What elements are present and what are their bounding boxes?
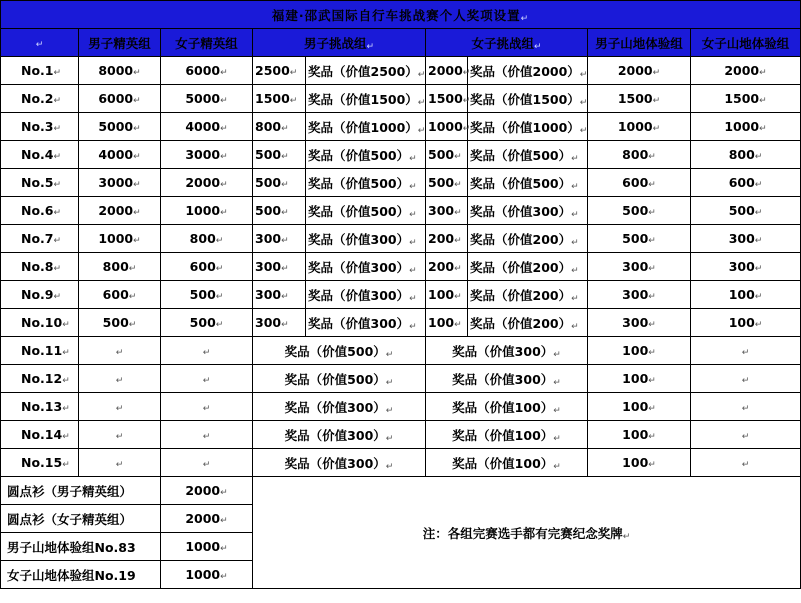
men-challenge-prize-cell: 奖品（价值1000）↵: [306, 113, 426, 141]
men-elite-cell: 8000↵: [79, 57, 161, 85]
men-mtb-cell: 2000↵: [588, 57, 691, 85]
men-challenge-cash-cell: 500↵: [253, 169, 306, 197]
women-elite-cell: 600↵: [161, 253, 253, 281]
women-challenge-prize-cell: 奖品（价值200）↵: [468, 309, 588, 337]
rank-cell: No.2↵: [1, 85, 79, 113]
women-challenge-prize-cell: 奖品（价值100）↵: [426, 421, 588, 449]
women-mtb-cell: ↵: [691, 337, 801, 365]
women-elite-cell: 800↵: [161, 225, 253, 253]
men-mtb-cell: 600↵: [588, 169, 691, 197]
women-mtb-cell: 1500↵: [691, 85, 801, 113]
men-challenge-cash-cell: 300↵: [253, 253, 306, 281]
men-challenge-cash-cell: 500↵: [253, 197, 306, 225]
men-elite-cell: 1000↵: [79, 225, 161, 253]
women-challenge-cash-cell: 1500↵: [426, 85, 468, 113]
men-mtb-cell: 800↵: [588, 141, 691, 169]
men-mtb-cell: 1000↵: [588, 113, 691, 141]
special-award-label: 圆点衫（男子精英组）: [1, 477, 161, 505]
table-row: [1, 281, 801, 309]
women-mtb-cell: ↵: [691, 421, 801, 449]
title-row: [1, 1, 801, 29]
rank-cell: No.6↵: [1, 197, 79, 225]
special-award-label: 圆点衫（女子精英组）: [1, 505, 161, 533]
men-elite-cell: 4000↵: [79, 141, 161, 169]
men-mtb-cell: 100↵: [588, 365, 691, 393]
men-elite-cell: ↵: [79, 449, 161, 477]
men-challenge-prize-cell: 奖品（价值300）↵: [306, 225, 426, 253]
women-challenge-prize-cell: 奖品（价值2000）↵: [468, 57, 588, 85]
women-challenge-cash-cell: 200↵: [426, 253, 468, 281]
women-challenge-prize-cell: 奖品（价值300）↵: [468, 197, 588, 225]
rank-cell: No.5↵: [1, 169, 79, 197]
women-challenge-prize-cell: 奖品（价值200）↵: [468, 225, 588, 253]
men-elite-cell: 6000↵: [79, 85, 161, 113]
header-men-mtb: 男子山地体验组: [588, 29, 691, 57]
women-elite-cell: 2000↵: [161, 169, 253, 197]
table-row: [1, 449, 801, 477]
table-row: [1, 57, 801, 85]
rank-cell: No.9↵: [1, 281, 79, 309]
table-row: [1, 141, 801, 169]
women-elite-cell: ↵: [161, 365, 253, 393]
table-row: [1, 253, 801, 281]
rank-cell: No.3↵: [1, 113, 79, 141]
women-mtb-cell: 300↵: [691, 253, 801, 281]
men-challenge-prize-cell: 奖品（价值300）↵: [253, 393, 426, 421]
women-challenge-prize-cell: 奖品（价值300）↵: [426, 365, 588, 393]
header-men-challenge: 男子挑战组↵: [253, 29, 426, 57]
men-mtb-cell: 500↵: [588, 225, 691, 253]
men-mtb-cell: 100↵: [588, 421, 691, 449]
women-elite-cell: ↵: [161, 449, 253, 477]
men-elite-cell: 500↵: [79, 309, 161, 337]
table-title: 福建·邵武国际自行车挑战赛个人奖项设置↵: [1, 1, 801, 29]
women-elite-cell: ↵: [161, 393, 253, 421]
rank-cell: No.1↵: [1, 57, 79, 85]
special-award-value: 2000↵: [161, 505, 253, 533]
men-challenge-prize-cell: 奖品（价值500）↵: [306, 141, 426, 169]
men-challenge-cash-cell: 1500↵: [253, 85, 306, 113]
table-row: [1, 393, 801, 421]
women-challenge-cash-cell: 1000↵: [426, 113, 468, 141]
men-challenge-prize-cell: 奖品（价值500）↵: [253, 365, 426, 393]
table-row: [1, 225, 801, 253]
header-women-mtb: 女子山地体验组: [691, 29, 801, 57]
women-challenge-prize-cell: 奖品（价值500）↵: [468, 169, 588, 197]
table-row: [1, 309, 801, 337]
men-challenge-cash-cell: 300↵: [253, 309, 306, 337]
men-elite-cell: ↵: [79, 365, 161, 393]
table-row: [1, 365, 801, 393]
women-challenge-cash-cell: 500↵: [426, 169, 468, 197]
women-challenge-cash-cell: 200↵: [426, 225, 468, 253]
header-women-challenge: 女子挑战组↵: [426, 29, 588, 57]
men-challenge-cash-cell: 500↵: [253, 141, 306, 169]
men-challenge-prize-cell: 奖品（价值500）↵: [306, 197, 426, 225]
table-row: [1, 421, 801, 449]
special-award-value: 1000↵: [161, 561, 253, 589]
women-elite-cell: 6000↵: [161, 57, 253, 85]
men-mtb-cell: 1500↵: [588, 85, 691, 113]
men-elite-cell: 5000↵: [79, 113, 161, 141]
women-elite-cell: 4000↵: [161, 113, 253, 141]
women-mtb-cell: 100↵: [691, 309, 801, 337]
women-mtb-cell: ↵: [691, 365, 801, 393]
women-challenge-prize-cell: 奖品（价值200）↵: [468, 281, 588, 309]
special-award-label: 男子山地体验组No.83: [1, 533, 161, 561]
women-challenge-cash-cell: 100↵: [426, 281, 468, 309]
men-challenge-prize-cell: 奖品（价值500）↵: [306, 169, 426, 197]
women-elite-cell: ↵: [161, 337, 253, 365]
women-mtb-cell: ↵: [691, 393, 801, 421]
women-mtb-cell: 1000↵: [691, 113, 801, 141]
men-challenge-cash-cell: 800↵: [253, 113, 306, 141]
men-elite-cell: 3000↵: [79, 169, 161, 197]
men-mtb-cell: 100↵: [588, 449, 691, 477]
women-challenge-prize-cell: 奖品（价值1500）↵: [468, 85, 588, 113]
women-challenge-prize-cell: 奖品（价值200）↵: [468, 253, 588, 281]
women-challenge-prize-cell: 奖品（价值1000）↵: [468, 113, 588, 141]
men-mtb-cell: 300↵: [588, 281, 691, 309]
men-elite-cell: 2000↵: [79, 197, 161, 225]
women-elite-cell: 1000↵: [161, 197, 253, 225]
note-cell: 注：各组完赛选手都有完赛纪念奖牌↵: [253, 477, 801, 589]
special-row: [1, 477, 801, 505]
header-row: [1, 29, 801, 57]
men-mtb-cell: 100↵: [588, 337, 691, 365]
men-challenge-cash-cell: 300↵: [253, 281, 306, 309]
rank-cell: No.15↵: [1, 449, 79, 477]
rank-cell: No.7↵: [1, 225, 79, 253]
header-women-elite: 女子精英组: [161, 29, 253, 57]
women-challenge-prize-cell: 奖品（价值500）↵: [468, 141, 588, 169]
women-mtb-cell: 500↵: [691, 197, 801, 225]
women-challenge-prize-cell: 奖品（价值100）↵: [426, 393, 588, 421]
rank-cell: No.4↵: [1, 141, 79, 169]
women-challenge-cash-cell: 500↵: [426, 141, 468, 169]
rank-cell: No.14↵: [1, 421, 79, 449]
men-challenge-prize-cell: 奖品（价值500）↵: [253, 337, 426, 365]
men-challenge-cash-cell: 2500↵: [253, 57, 306, 85]
special-award-value: 2000↵: [161, 477, 253, 505]
table-row: [1, 85, 801, 113]
table-row: [1, 113, 801, 141]
special-award-label: 女子山地体验组No.19: [1, 561, 161, 589]
women-mtb-cell: 2000↵: [691, 57, 801, 85]
women-challenge-cash-cell: 300↵: [426, 197, 468, 225]
header-rank: ↵: [1, 29, 79, 57]
women-challenge-cash-cell: 2000↵: [426, 57, 468, 85]
women-challenge-prize-cell: 奖品（价值100）↵: [426, 449, 588, 477]
men-mtb-cell: 100↵: [588, 393, 691, 421]
women-mtb-cell: ↵: [691, 449, 801, 477]
men-elite-cell: ↵: [79, 337, 161, 365]
men-elite-cell: ↵: [79, 393, 161, 421]
men-challenge-cash-cell: 300↵: [253, 225, 306, 253]
men-challenge-prize-cell: 奖品（价值300）↵: [253, 449, 426, 477]
rank-cell: No.11↵: [1, 337, 79, 365]
rank-cell: No.10↵: [1, 309, 79, 337]
men-challenge-prize-cell: 奖品（价值300）↵: [253, 421, 426, 449]
table-row: [1, 169, 801, 197]
men-challenge-prize-cell: 奖品（价值300）↵: [306, 253, 426, 281]
women-challenge-cash-cell: 100↵: [426, 309, 468, 337]
rank-cell: No.8↵: [1, 253, 79, 281]
table-row: [1, 337, 801, 365]
women-mtb-cell: 300↵: [691, 225, 801, 253]
women-elite-cell: ↵: [161, 421, 253, 449]
men-challenge-prize-cell: 奖品（价值2500）↵: [306, 57, 426, 85]
women-elite-cell: 500↵: [161, 309, 253, 337]
men-challenge-prize-cell: 奖品（价值1500）↵: [306, 85, 426, 113]
men-challenge-prize-cell: 奖品（价值300）↵: [306, 281, 426, 309]
rank-cell: No.13↵: [1, 393, 79, 421]
rank-cell: No.12↵: [1, 365, 79, 393]
women-mtb-cell: 100↵: [691, 281, 801, 309]
women-mtb-cell: 600↵: [691, 169, 801, 197]
men-elite-cell: ↵: [79, 421, 161, 449]
women-elite-cell: 5000↵: [161, 85, 253, 113]
men-elite-cell: 600↵: [79, 281, 161, 309]
special-award-value: 1000↵: [161, 533, 253, 561]
men-mtb-cell: 300↵: [588, 253, 691, 281]
men-mtb-cell: 500↵: [588, 197, 691, 225]
table-row: [1, 197, 801, 225]
men-elite-cell: 800↵: [79, 253, 161, 281]
women-elite-cell: 3000↵: [161, 141, 253, 169]
women-elite-cell: 500↵: [161, 281, 253, 309]
women-challenge-prize-cell: 奖品（价值300）↵: [426, 337, 588, 365]
header-men-elite: 男子精英组: [79, 29, 161, 57]
women-mtb-cell: 800↵: [691, 141, 801, 169]
men-mtb-cell: 300↵: [588, 309, 691, 337]
men-challenge-prize-cell: 奖品（价值300）↵: [306, 309, 426, 337]
